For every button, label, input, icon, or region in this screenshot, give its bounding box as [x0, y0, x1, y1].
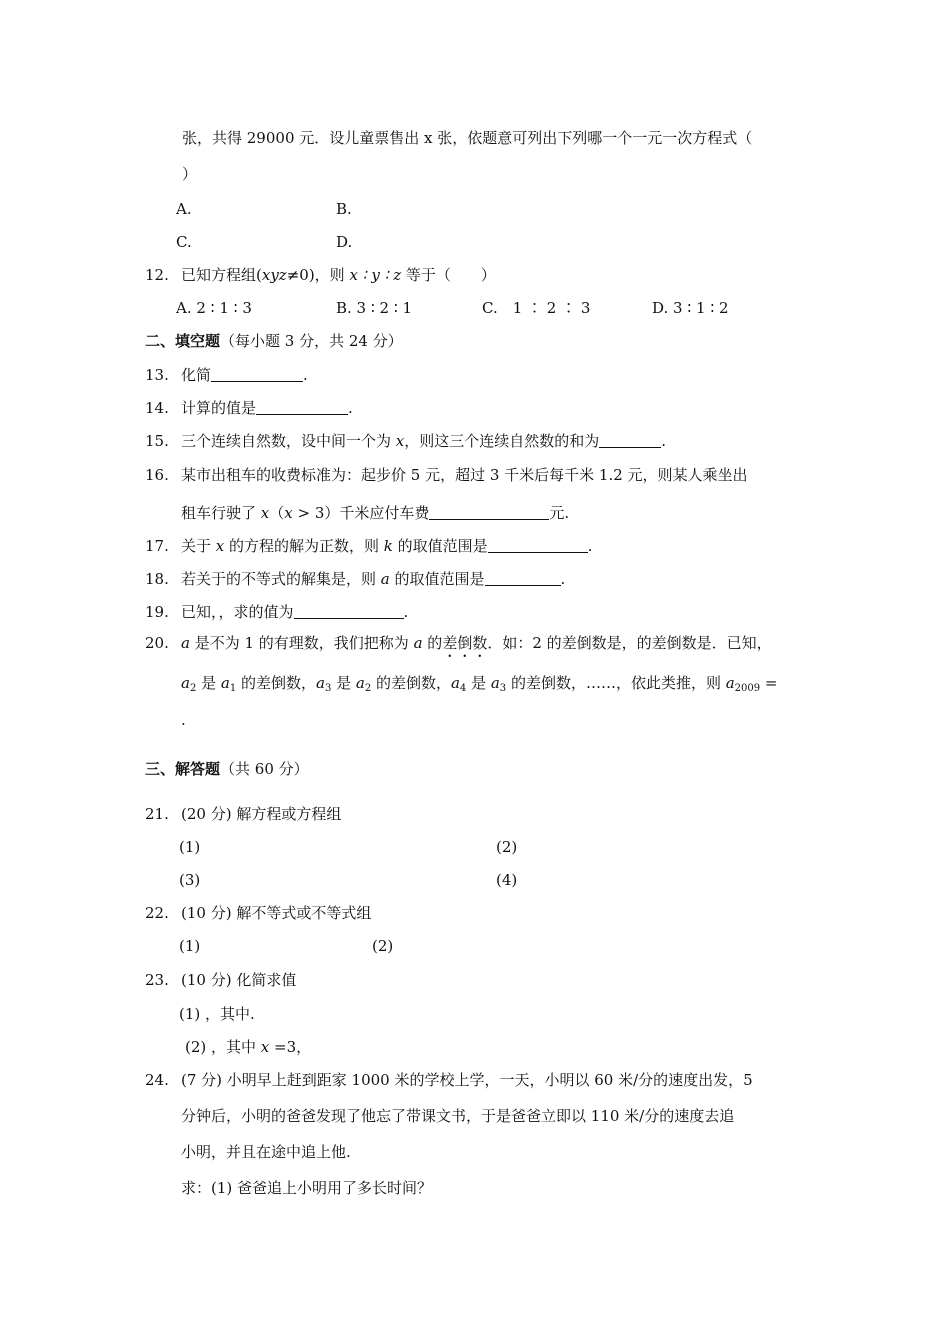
q16-line1: 16. 某市出租车的收费标准为：起步价 5 元，超过 3 千米后每千米 1.2 元，则某人乘坐出: [145, 466, 748, 484]
q15: 15. 三个连续自然数，设中间一个为 x，则这三个连续自然数的和为 .: [145, 432, 667, 450]
q13-answer-blank[interactable]: [211, 367, 303, 382]
q12-stem: 12. 已知方程组(xyz≠0)，则 x ∶ y ∶ z 等于（ ）: [145, 266, 496, 284]
q11-option-c: C.: [176, 233, 192, 251]
q12-option-c: C. 1 ∶ 2 ∶ 3: [482, 299, 591, 317]
q17: 17. 关于 x 的方程的解为正数，则 k 的取值范围是 .: [145, 537, 593, 555]
q23-part-1: (1) ，其中.: [179, 1005, 255, 1023]
q23-stem: 23. (10 分) 化简求值: [145, 971, 297, 989]
q16-answer-blank[interactable]: [429, 505, 549, 520]
q20-line3: .: [181, 711, 186, 729]
q21-part-4: (4): [496, 871, 518, 889]
q19-answer-blank[interactable]: [294, 604, 404, 619]
q12-option-a: A. 2 ∶ 1 ∶ 3: [176, 299, 252, 317]
section-3-heading: 三、解答题（共 60 分）: [145, 760, 309, 778]
q21-part-1: (1): [179, 838, 201, 856]
q20-line2: $a_2$ 是 $a_1$ 的差倒数，$a_3$ 是 $a_2$ 的差倒数，$a_4$ 是 $a_3$ 的差倒数，……，依此类推，则 $a_{2009}$ =: [181, 674, 778, 694]
q22-stem: 22. (10 分) 解不等式或不等式组: [145, 904, 372, 922]
q14: 14. 计算的值是 .: [145, 399, 353, 417]
q13: 13. 化简 .: [145, 366, 308, 384]
q24-line3: 小明，并且在途中追上他.: [181, 1143, 351, 1161]
q16-line2: 租车行驶了 x（x > 3）千米应付车费 元.: [181, 504, 570, 522]
q21-part-3: (3): [179, 871, 201, 889]
q12-option-b: B. 3 ∶ 2 ∶ 1: [336, 299, 413, 317]
q24-line2: 分钟后，小明的爸爸发现了他忘了带课文书，于是爸爸立即以 110 米/分的速度去追: [181, 1107, 735, 1125]
q18: 18. 若关于的不等式的解集是，则 a 的取值范围是 .: [145, 570, 566, 588]
q11-line1: 张，共得 29000 元．设儿童票售出 x 张，依题意可列出下列哪一个一元一次方程式（: [182, 129, 753, 147]
q11-line2: ）: [182, 165, 198, 183]
q20-line1: 20. a 是不为 1 的有理数，我们把称为 a 的差倒数．如：2 的差倒数是，的差倒数是．已知，: [145, 634, 772, 652]
q24-line4: 求：(1) 爸爸追上小明用了多长时间？: [181, 1179, 433, 1197]
q19: 19. 已知，，求的值为 .: [145, 603, 409, 621]
q22-part-2: (2): [372, 937, 394, 955]
q21-stem: 21. (20 分) 解方程或方程组: [145, 805, 342, 823]
q11-option-d: D.: [336, 233, 353, 251]
q18-answer-blank[interactable]: [485, 571, 561, 586]
q22-part-1: (1): [179, 937, 201, 955]
section-2-heading: 二、填空题（每小题 3 分，共 24 分）: [145, 332, 403, 350]
q24-line1: 24. (7 分) 小明早上赶到距家 1000 米的学校上学，一天，小明以 60 米/分的速度出发，5: [145, 1071, 753, 1089]
q15-answer-blank[interactable]: [599, 433, 661, 448]
q11-option-b: B.: [336, 200, 352, 218]
q11-option-a: A.: [176, 200, 192, 218]
q21-part-2: (2): [496, 838, 518, 856]
q17-answer-blank[interactable]: [488, 538, 588, 553]
q14-answer-blank[interactable]: [256, 400, 348, 415]
q23-part-2: (2) ，其中 x =3，: [185, 1038, 312, 1056]
q12-option-d: D. 3 ∶ 1 ∶ 2: [652, 299, 729, 317]
